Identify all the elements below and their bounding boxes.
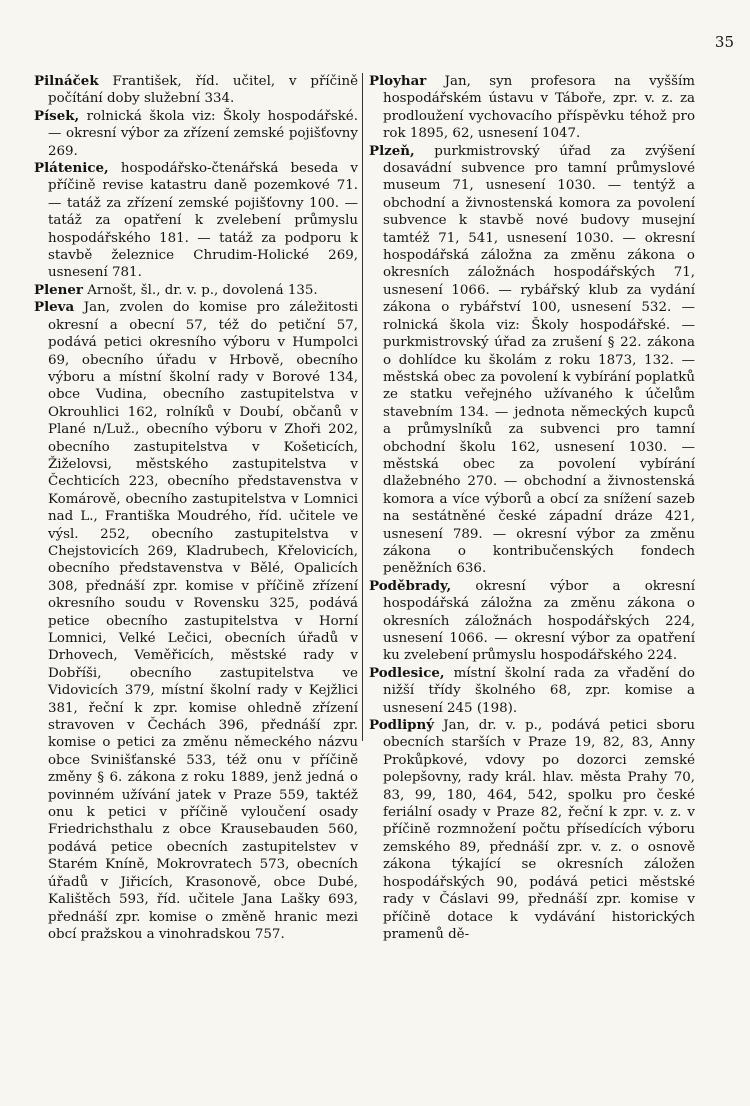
entry-headword: Pilnáček: [34, 73, 99, 89]
index-entry: [369, 717, 695, 943]
entry-headword: Poděbrady,: [369, 577, 452, 594]
index-column-right: [369, 73, 695, 943]
index-entry: [34, 73, 358, 108]
index-entry: [369, 578, 695, 665]
index-entry: [369, 143, 695, 578]
entry-headword: Podlipný: [369, 717, 435, 734]
index-column-left: [34, 73, 358, 943]
entry-headword: Plátenice,: [34, 160, 109, 177]
entry-text: Jan, syn profesora na vyšším hospodářském ústavu v Táboře, zpr. v. z. za prodloužení vychovacího příspěvku téhož pro rok 1895, 62, usnesení 1047.: [383, 74, 695, 142]
index-entry: [34, 299, 358, 943]
entry-text: Arnošt, šl., dr. v. p., dovolená 135.: [83, 282, 318, 298]
column-divider: [362, 73, 363, 741]
entry-text: Jan, zvolen do komise pro záležitosti okresní a obecní 57, též do petiční 57, podává petici okresního výboru v Humpolci 69, obecního úřadu v Hrbově, obecního výboru a místní školní rady v Borové 134, obce Vudina, obecního zastupitelstva v Okrouhlici 162, rolníků v Doubí, občanů v Plané n/Luž., obecního výboru v Zhoři 202, obecního zastupitelstva v Košeticích, Žiželovsi, městského zastupitelstva v Čechticích 223, obecního představenstva v Komárově, obecního zastupitelstva v Lomnici nad L., Františka Moudrého, říd. učitele ve výsl. 252, obecního zastupitelstva v Chejstovicích 269, Kladrubech, Křelovicích, obecního představenstva v Bělé, Opalicích 308, přednáší zpr. komise v příčině zřízení okresního soudu v Rovensku 325, podává petice obecního zastupitelstva v Horní Lomnici, Velké Lečici, obecních úřadů v Drhovech, Veměřicích, městské rady v Dobříši, obecního zastupitelstva ve Vidovicích 379, místní školní rady v Kejžlici 381, řeční k zpr. komise ohledně zřízení stravoven v Čechách 396, přednáší zpr. komise o petici za změnu německého názvu obce Svinišťanské 533, též onu v příčině změny § 6. zákona z roku 1889, jenž jedná o povinném užívání jatek v Praze 559, taktéž onu k petici v příčině vyloučení osady Friedrichsthalu z obce Krausebauden 560, podává petice obecních zastupitelstev v Starém Kníně, Mokrovratech 573, obecních úřadů v Jiřicích, Krasonově, obce Dubé, Kalištěch 593, říd. učitele Jana Lašky 693, přednáší zpr. komise o změně hranic mezi obcí pražskou a vinohradskou 757.: [48, 300, 358, 942]
entry-text: hospodářsko-čtenářská beseda v příčině revise katastru daně pozemkové 71. — tatáž za zřízení zemské pojišťovny 100. — tatáž za opatření k zvelebení průmyslu hospodářského 181. — tatáž za podporu k stavbě železnice Chrudim-Holické 269, usnesení 781.: [48, 161, 358, 281]
entry-text: místní školní rada za vřadění do nižší třídy školného 68, zpr. komise a usnesení 245 (198).: [383, 665, 695, 716]
entry-headword: Pleva: [34, 299, 75, 316]
index-entry: [369, 73, 695, 143]
index-entry: [34, 160, 358, 282]
entry-headword: Písek,: [34, 107, 80, 124]
entry-text: Jan, dr. v. p., podává petici sboru obecních starších v Praze 19, 82, 83, Anny Prokůpkové, vdovy po dozorci zemské polepšovny, rady král. hlav. města Prahy 70, 83, 99, 180, 464, 542, spolku pro české feriální osady v Praze 82, řeční k zpr. v. z. v příčině rozmnožení počtu přísedících výboru zemského 89, přednáší zpr. v. z. o osnově zákona týkající se okresních záložen hospodářských 90, podává petici městské rady v Čáslavi 99, přednáší zpr. komise v příčině dotace k vydávání historických pramenů dě-: [383, 718, 695, 942]
entry-text: purkmistrovský úřad za zvýšení dosavádní subvence pro tamní průmyslové museum 71, usnesení 1030. — tentýž a obchodní a živnostenská komora za povolení subvence k stavbě nové budovy musejní tamtéž 71, 541, usnesení 1030. — okresní hospodářská záložna za změnu zákona o okresních záložnách hospodářských 71, usnesení 1066. — rybářský klub za vydání zákona o rybářství 100, usnesení 532. — rolnická škola viz: Školy hospodářské. — purkmistrovský úřad za zrušení § 22. zákona o dohlídce ku školám z roku 1873, 132. — městská obec za povolení k vybírání poplatků ze statku veřejného užívaného k účelům stavebním 134. — jednota německých kupců a průmyslníků za subvenci pro tamní obchodní školu 162, usnesení 1030. — městská obec za povolení vybírání dlažebného 270. — obchodní a živnostenská komora a více výborů a obcí za snížení sazeb na sestátněné české západní dráze 421, usnesení 789. — okresní výbor za změnu zákona o kontribučenských fondech peněžních 636.: [383, 143, 695, 577]
index-entry: [34, 282, 358, 299]
entry-headword: Podlesice,: [369, 664, 445, 681]
index-entry: [369, 665, 695, 717]
entry-headword: Plener: [34, 281, 83, 298]
entry-text: František, říd. učitel, v příčině počítání doby služební 334.: [48, 74, 358, 107]
entry-text: rolnická škola viz: Školy hospodářské. — okresní výbor za zřízení zemské pojišťovny 269.: [48, 108, 358, 159]
index-entry: [34, 108, 358, 160]
entry-headword: Plzeň,: [369, 142, 415, 159]
entry-text: okresní výbor a okresní hospodářská záložna za změnu zákona o okresních záložnách hospodářských 224, usnesení 1066. — okresní výbor za opatření ku zvelebení průmyslu hospodářského 224.: [383, 578, 695, 664]
page-number: 35: [714, 33, 734, 51]
entry-headword: Ployhar: [369, 73, 427, 89]
